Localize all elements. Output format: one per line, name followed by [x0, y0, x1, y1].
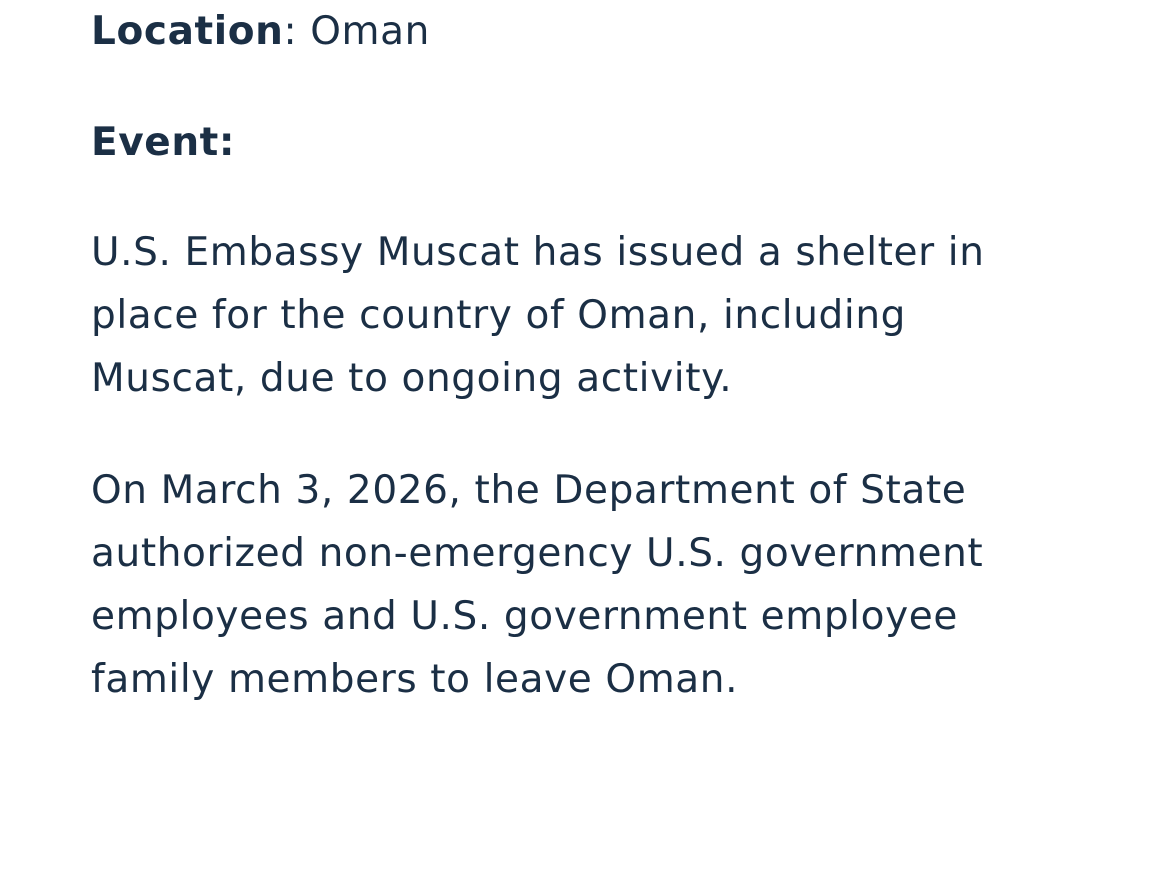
paragraph-line: U.S. Embassy Muscat has issued a shelter in	[91, 230, 985, 275]
paragraph-line: family members to leave Oman.	[91, 657, 739, 702]
event-paragraph-departure	[91, 459, 1051, 711]
paragraph-line: place for the country of Oman, including	[91, 293, 906, 338]
location-value: Oman	[310, 9, 430, 54]
location-line	[91, 9, 430, 54]
paragraph-line: authorized non-emergency U.S. government	[91, 531, 984, 576]
location-label: Location	[91, 9, 284, 54]
paragraph-line: employees and U.S. government employee	[91, 594, 958, 639]
paragraph-line: On March 3, 2026, the Department of State	[91, 468, 967, 513]
event-label: Event:	[91, 120, 236, 165]
location-separator: :	[283, 9, 311, 54]
paragraph-line: Muscat, due to ongoing activity.	[91, 356, 733, 401]
event-paragraph-shelter	[91, 221, 1051, 410]
